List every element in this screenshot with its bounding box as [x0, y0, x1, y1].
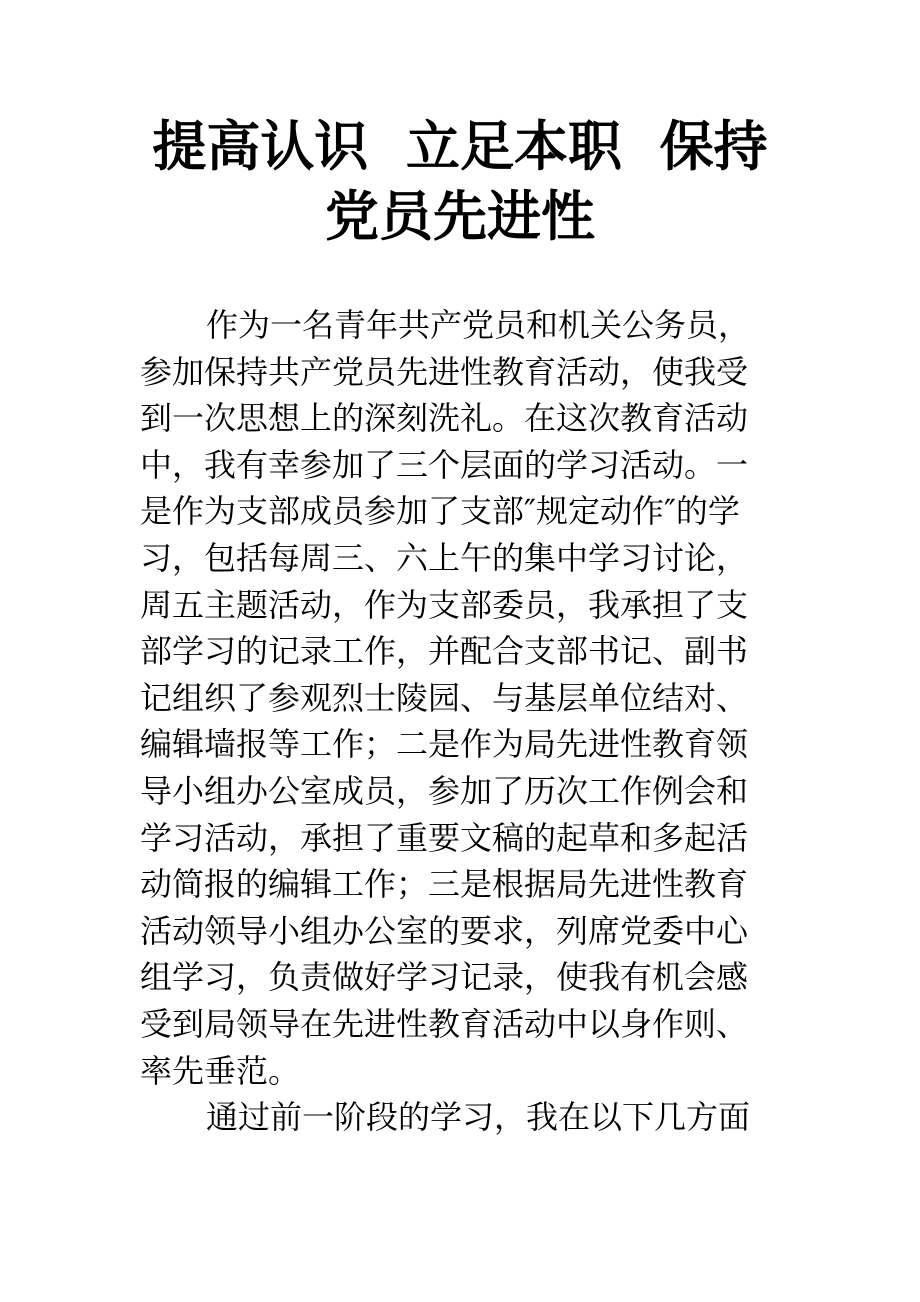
text-line: 活动领导小组办公室的要求，列席党委中心 [140, 911, 749, 950]
text-line: 周五主题活动，作为支部委员，我承担了支 [140, 585, 749, 624]
text-line: 是作为支部成员参加了支部″规定动作″的学 [140, 492, 740, 531]
paragraph [140, 302, 800, 1094]
text-line: 组学习，负责做好学习记录，使我有机会感 [140, 958, 749, 997]
text-line: 受到局领导在先进性教育活动中以身作则、 [140, 1004, 749, 1043]
title-line: 提高认识 立足本职 保持 [152, 115, 768, 178]
text-line: 动简报的编辑工作；三是根据局先进性教育 [140, 865, 749, 904]
document-title [0, 112, 920, 252]
text-line: 率先垂范。 [140, 1051, 301, 1090]
text-line: 中，我有幸参加了三个层面的学习活动。一 [140, 445, 749, 484]
text-line: 作为一名青年共产党员和机关公务员， [206, 306, 751, 344]
text-line: 通过前一阶段的学习，我在以下几方面 [206, 1098, 751, 1137]
text-line: 部学习的记录工作，并配合支部书记、副书 [140, 632, 749, 671]
text-line: 编辑墙报等工作；二是作为局先进性教育领 [140, 725, 749, 764]
text-line: 记组织了参观烈士陵园、与基层单位结对、 [140, 678, 749, 717]
paragraph [140, 1094, 800, 1141]
text-line: 习，包括每周三、六上午的集中学习讨论， [140, 538, 749, 577]
title-line: 党员先进性 [325, 185, 595, 248]
text-line: 参加保持共产党员先进性教育活动，使我受 [140, 352, 749, 391]
text-line: 学习活动，承担了重要文稿的起草和多起活 [140, 818, 749, 857]
text-line: 导小组办公室成员，参加了历次工作例会和 [140, 771, 749, 810]
document-body [140, 302, 800, 1141]
text-line: 到一次思想上的深刻洗礼。在这次教育活动 [140, 399, 749, 438]
